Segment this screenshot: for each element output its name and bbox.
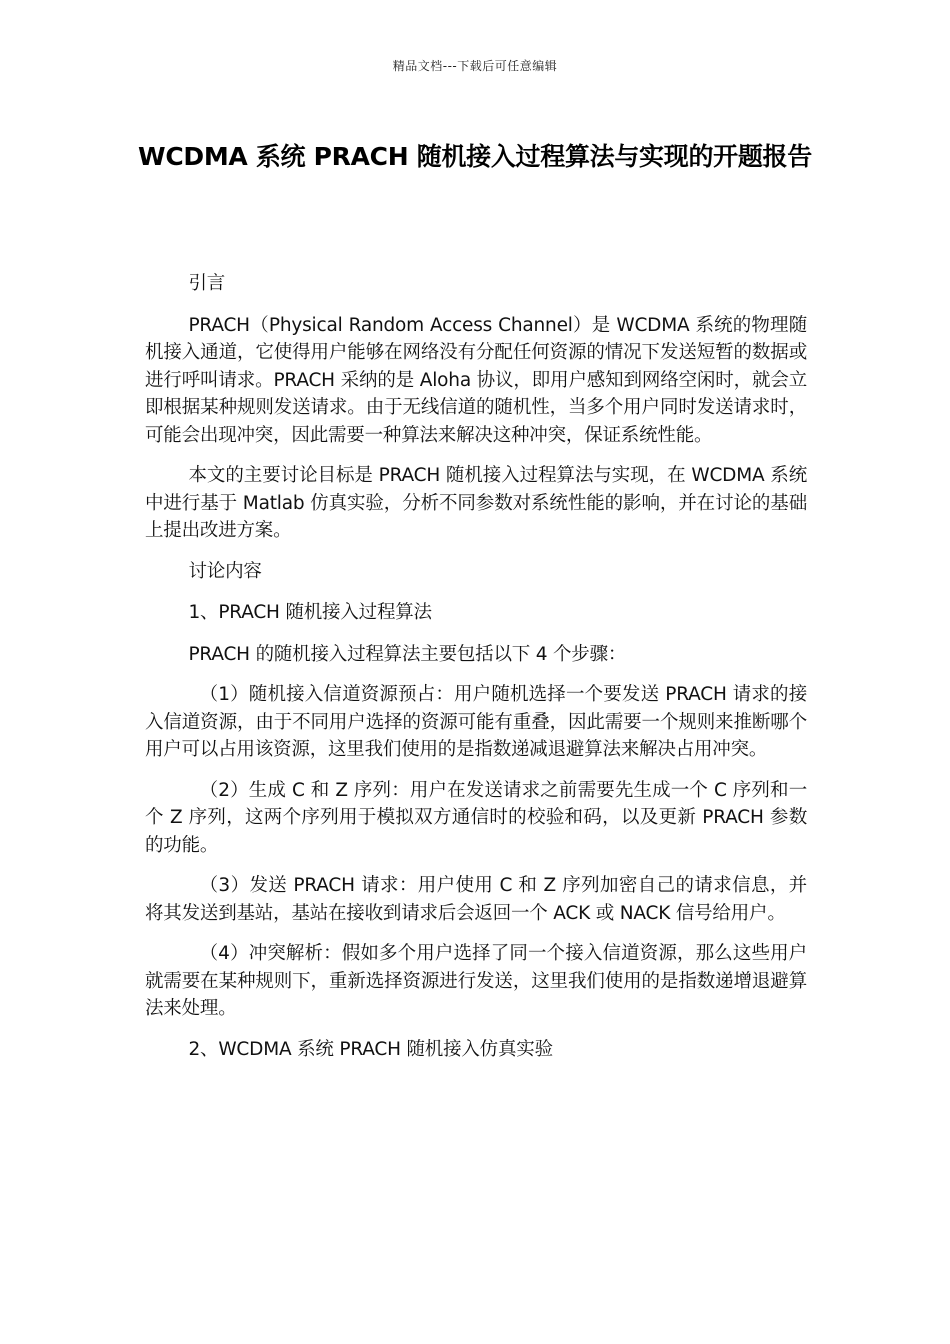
paragraph-step-4: （4）冲突解析：假如多个用户选择了同一个接入信道资源，那么这些用户就需要在某种规则下，重新选择资源进行发送，这里我们使用的是指数递增退避算法来处理。 — [145, 943, 807, 1019]
subsection-heading-algorithm: 1、PRACH 随机接入过程算法 — [188, 602, 432, 623]
subsection-heading-simulation: 2、WCDMA 系统 PRACH 随机接入仿真实验 — [188, 1038, 553, 1060]
paragraph-prach-overview: PRACH（Physical Random Access Channel）是 WCDMA 系统的物理随机接入通道，它使得用户能够在网络没有分配任何资源的情况下发送短暂的数据或进行呼叫请求。PRACH 采纳的是 Aloha 协议，即用户感知到网络空闲时，就会立即根据某种规则发送请求。由于无线信道的随机性，当多个用户同时发送请求时，可能会出现冲突，因此需要一种算法来解决这种冲突，保证系统性能。 — [145, 314, 807, 446]
page-header-note: 精品文档---下载后可任意编辑 — [392, 59, 558, 73]
paragraph-step-1: （1）随机接入信道资源预占：用户随机选择一个要发送 PRACH 请求的接入信道资源，由于不同用户选择的资源可能有重叠，因此需要一个规则来推断哪个用户可以占用该资源，这里我们使用的是指数递减退避算法来解决占用冲突。 — [145, 684, 807, 760]
paragraph-step-3: （3）发送 PRACH 请求：用户使用 C 和 Z 序列加密自己的请求信息，并将其发送到基站，基站在接收到请求后会返回一个 ACK 或 NACK 信号给用户。 — [145, 875, 807, 924]
section-heading-content: 讨论内容 — [188, 560, 262, 582]
section-heading-introduction: 引言 — [188, 273, 226, 294]
document-title: WCDMA 系统 PRACH 随机接入过程算法与实现的开题报告 — [138, 142, 812, 171]
paragraph-steps-intro: PRACH 的随机接入过程算法主要包括以下 4 个步骤： — [188, 643, 627, 665]
document-body — [145, 270, 807, 1077]
paragraph-research-goal: 本文的主要讨论目标是 PRACH 随机接入过程算法与实现，在 WCDMA 系统中进行基于 Matlab 仿真实验，分析不同参数对系统性能的影响，并在讨论的基础上提出改进方案。 — [145, 465, 807, 541]
paragraph-step-2: （2）生成 C 和 Z 序列：用户在发送请求之前需要先生成一个 C 序列和一个 Z 序列，这两个序列用于模拟双方通信时的校验和码，以及更新 PRACH 参数的功能。 — [145, 779, 807, 856]
